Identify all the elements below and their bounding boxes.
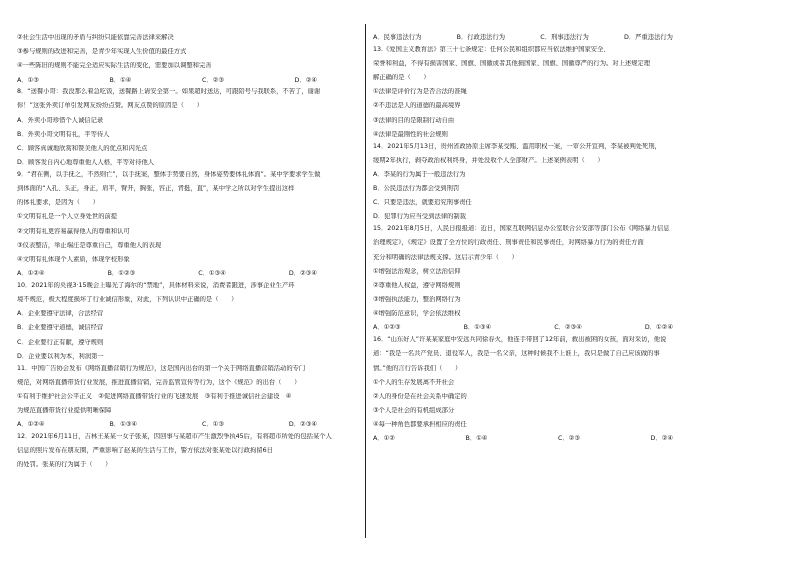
answer-option: D．②③④ <box>288 421 317 429</box>
answer-options <box>373 435 673 444</box>
statement: ③增强执法能力，整治网络行为 <box>373 296 461 304</box>
question-stem: 14．2021年5月13日，贵州省政协原主席李某受贿、滥用职权一案，一审公开宣判，李某被判处死刑， <box>373 142 661 150</box>
left-column <box>17 34 347 470</box>
option: C．顾客真诚地欣赏和赞美他人的优点和闪光点 <box>17 145 148 152</box>
question-stem: 境不规范，极大程度损坏了行业诚信形象，对此，下列认识中正确的是（ ） <box>17 296 238 304</box>
answer-option: A．①②③ <box>373 324 401 332</box>
answer-option: A．民事违法行为 <box>373 34 422 41</box>
question-stem: 解正确的是（ ） <box>373 74 430 82</box>
answer-option: D．①②④ <box>644 324 673 332</box>
answer-option: B．①③④ <box>109 421 138 429</box>
answer-option: C．②③ <box>201 76 224 84</box>
answer-option: B．行政违法行为 <box>456 34 506 41</box>
answer-option: A．①②④ <box>17 421 45 429</box>
answer-option: C．②③ <box>557 435 580 443</box>
answer-option: A．①③ <box>17 76 39 84</box>
statement: ①文明有礼是一个人立身处世的前提 <box>17 213 118 221</box>
answer-option: D．严重违法行为 <box>624 34 673 41</box>
question-stem: 你！”这张外卖订单引发网友纷纷点赞。网友点赞的原因是（ ） <box>17 102 203 110</box>
statement: ③仪表整洁，举止端庄是尊重自己，尊重他人的表现 <box>17 241 162 249</box>
question-9 <box>17 171 347 279</box>
statement: ④每一种角色都要承担相应的责任 <box>373 421 467 429</box>
intro-item: ④一些陈旧的规则不能完全适应实际生活的变化，需要加以调整和完善 <box>17 62 212 70</box>
answer-options <box>17 421 317 430</box>
option: B．公民违法行为都会受到刑罚 <box>373 185 460 193</box>
question-13 <box>373 46 703 140</box>
question-stem: 规范，对网络直播带货行业发展，推进直播营销，完善监管宣传等行为，这个《规范》的出台（ ） <box>17 378 301 386</box>
question-stem: 信息的照片发布在朋友圈，严重影响了赵某的生活与工作，警方依法对张某处以行政拘留6日 <box>17 447 273 455</box>
answer-option: A．①② <box>373 435 395 443</box>
question-stem: 11．中国广告协会发布《网络直播营销行为规范》，这是国内出台的第一个关于网络直播营销活动的专门 <box>17 364 306 372</box>
answer-option: C．①③ <box>201 421 224 429</box>
question-stem: 的处罚。张某的行为属于（ ） <box>17 461 112 469</box>
statement: ④文明有礼体现个人素质，体现学校形象 <box>17 256 130 263</box>
statement: ③法律的目的是限制行动自由 <box>373 116 455 124</box>
statement: ③个人是社会的有机组成部分 <box>373 407 455 415</box>
question-stem: 到体面的“入孔、头正，身正，肩平，臂开，胸张，容正，背挺，直”，某中学之所以对学生提出这样 <box>17 185 295 193</box>
question-stem: 充分和明确的法律法规支撑。这启示青少年（ ） <box>373 253 518 261</box>
question-stem: 道：“我是一名共产党员、退役军人，我是一名父亲，这种时候我不上谁上，我只是做了自己应该做的事 <box>373 350 660 358</box>
answer-option: D．②④ <box>650 435 673 443</box>
option: D．企业要以利为本，利润第一 <box>17 352 104 360</box>
question-stem: 16．“山东好人”许某某家庭中安远兵同徐春火，他连手带回了12年前，救出被困的女孩，面对采访，他说 <box>373 336 667 344</box>
question-stem: 的体礼要求，是因为（ ） <box>17 199 99 207</box>
answer-option: B．①③④ <box>463 324 492 332</box>
option: C．只要是违法，就要追究刑事责任 <box>373 199 472 207</box>
question-stem: 为规范直播带货行业提供明晰保障 <box>17 407 112 415</box>
question-stem: 治理规定》，《规定》设置了全方位的行政责任、刑事责任和民事责任，对网络暴力行为的责任方面 <box>373 239 644 247</box>
statement: ②尊重他人权益，遵守网络规则 <box>373 281 461 289</box>
right-column <box>373 34 703 444</box>
question-stem: 10．2021年的央视3·15晚会上曝光了海尔的“禁地”，具体材料来说，消费者跟进，涉事企业生产环 <box>17 281 295 289</box>
question-stem: 8．“送餐小哥：我没那么着急吃饭，送餐路上请安全第一。如果超时送达，可跟陪号与我联系，不苦了，谢谢 <box>17 88 321 96</box>
answer-option: B．①④ <box>109 76 132 84</box>
answer-option: C．②③④ <box>554 324 582 332</box>
answer-options <box>17 270 317 279</box>
answer-option: C．①③④ <box>198 270 226 278</box>
answer-options <box>373 324 673 333</box>
statement: ①增强法治观念，树立法治信仰 <box>373 267 461 275</box>
statement: ①法律是评价行为是否合法的准绳 <box>373 88 467 96</box>
question-8 <box>17 88 347 168</box>
answer-option: C．刑事违法行为 <box>540 34 589 41</box>
question-stem: 13.《爱国主义教育法》第三十七条规定：任何公民和组织都应当依法维护国家安全、 <box>373 45 610 53</box>
option: B．企业要遵守道德，诚信经营 <box>17 324 104 332</box>
answer-option: B．①④ <box>465 435 488 443</box>
question-14 <box>373 143 703 223</box>
question-stem: 缓期2年执行，剥夺政治权利终身，并处没收个人全部财产。上述案例表明（ ） <box>373 156 604 164</box>
answer-option: D．②④ <box>294 76 317 84</box>
q12-answer-options <box>373 34 673 43</box>
question-stem: 荣誉和利益，不得有损害国家、国旗、国徽或者其他损国家、国旗、国徽尊严的行为。对上述规定理 <box>373 59 651 67</box>
question-stem: 9．“君在侧，以手抚之，不然则亡”，以手抚案，整体手势要自然，身体姿势要体礼体面”。某中学要求学生做 <box>17 170 321 178</box>
option: A．外卖小哥珍惜个人诚信记录 <box>17 116 104 124</box>
answer-option: B．①②③ <box>107 270 136 278</box>
option: B．外卖小哥文明有礼，平等待人 <box>17 130 110 138</box>
question-stem: 12．2021年6月11日，吉林王某某一女子张某，因回事与某超市产生激烈争执45后，有将超市所处的包括某个人 <box>17 432 332 440</box>
question-stem: 情。”他的言行告诉我们（ ） <box>373 364 462 372</box>
question-10 <box>17 282 347 362</box>
option: C．企业要行正有献，遵守规则 <box>17 338 104 346</box>
question-11 <box>17 365 347 430</box>
question-stem: 15．2021年8月5日，人民日报报道：近日，国家互联网信息办公室联合公安部等部门公布《网络暴力信息 <box>373 225 670 233</box>
intro-item: ③参与规则的改进和完善，是青少年实现人生价值的最佳方式 <box>17 48 187 56</box>
intro-answer-options <box>17 77 317 86</box>
statement: ①个人的生存发展离不开社会 <box>373 378 455 386</box>
intro-item: ②社会生活中出现的矛盾与纠纷只能依靠完善法律来解决 <box>17 34 174 41</box>
question-12 <box>17 433 347 470</box>
statement: ②人的身份是在社会关系中确定的 <box>373 392 467 400</box>
question-16 <box>373 336 703 444</box>
statement: ②不违法是人的道德的最高境界 <box>373 102 461 110</box>
column-divider <box>365 24 366 538</box>
question-15 <box>373 225 703 333</box>
option: D．犯罪行为应当受到法律的制裁 <box>373 213 467 221</box>
question-stem: ①有利于维护社会公平正义 ②促进网络直播带货行业的飞速发展 ③有利于推进诚信社会建设 ④ <box>17 392 292 400</box>
option: D．顾客发自内心地尊重他人人格，平等对待他人 <box>17 159 155 167</box>
statement: ④法律是最刚性的社会规则 <box>373 130 448 138</box>
answer-option: A．①②④ <box>17 270 45 278</box>
statement: ②文明有礼更容易赢得他人的尊重和认可 <box>17 227 130 235</box>
option: A．企业要遵守法律，合法经营 <box>17 310 104 318</box>
statement: ④增强防范意识，学会依法维权 <box>373 310 461 318</box>
option: A．李某的行为属于一般违法行为 <box>373 170 466 178</box>
answer-option: D．②③④ <box>288 270 317 278</box>
